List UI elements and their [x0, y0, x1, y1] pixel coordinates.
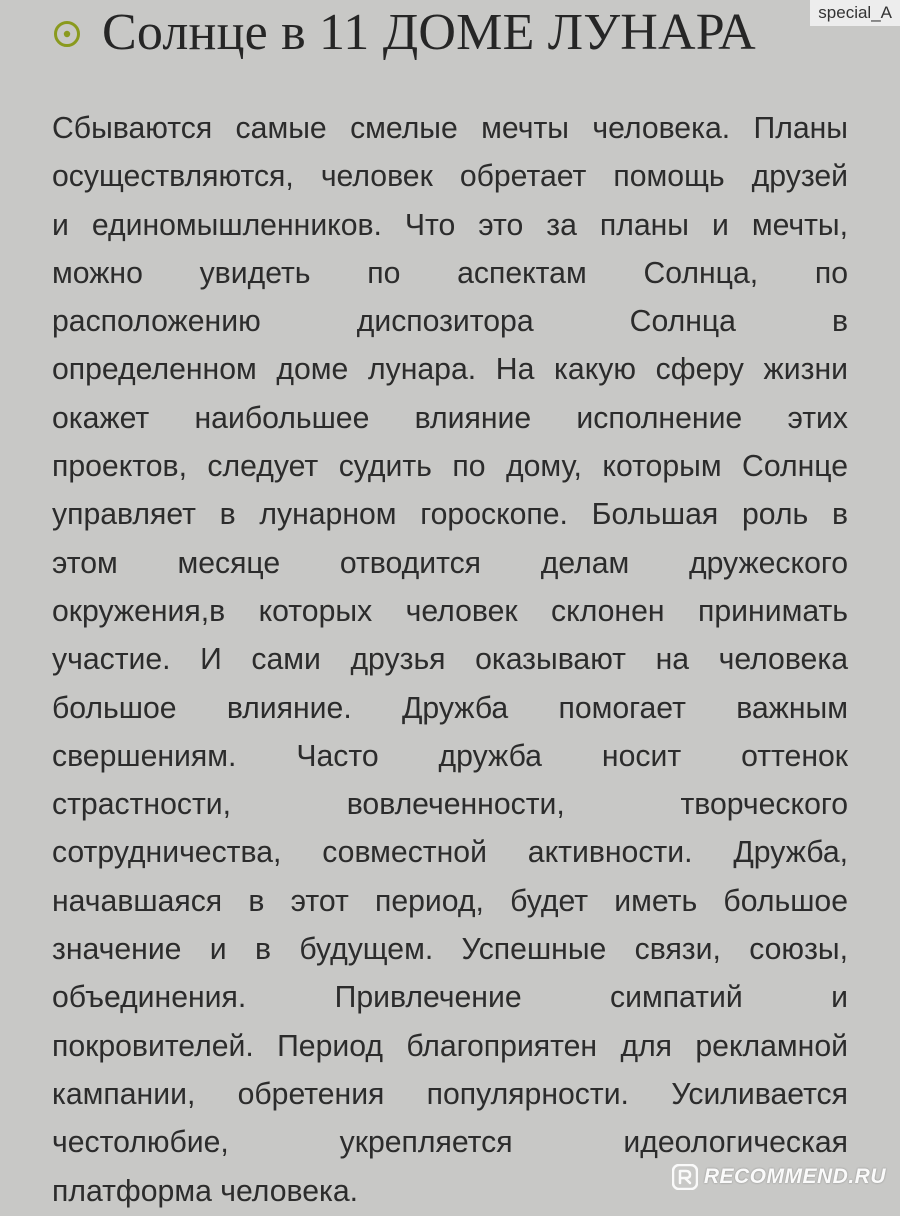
- recommend-watermark: [672, 1164, 886, 1190]
- text-line: сотрудничества, совместной активности. Дружба,: [52, 836, 848, 870]
- article-title: Солнце в 11 ДОМЕ ЛУНАРА: [102, 4, 756, 61]
- text-line: управляет в лунарном гороскопе. Большая роль в: [52, 498, 848, 532]
- text-line: начавшаяся в этот период, будет иметь большое: [52, 884, 848, 918]
- text-line: окажет наибольшее влияние исполнение этих: [52, 401, 848, 435]
- text-line: значение и в будущем. Успешные связи, союзы,: [52, 933, 848, 967]
- sun-symbol-icon: [52, 19, 82, 49]
- text-line: страстности, вовлеченности, творческого: [52, 788, 848, 822]
- text-line: и единомышленников. Что это за планы и мечты,: [52, 208, 848, 242]
- text-line: определенном доме лунара. На какую сферу жизни: [52, 353, 848, 387]
- text-line: можно увидеть по аспектам Солнца, по: [52, 256, 848, 290]
- text-line: кампании, обретения популярности. Усиливается: [52, 1077, 848, 1111]
- text-line: Сбываются самые смелые мечты человека. Планы: [52, 112, 848, 145]
- article-body: [52, 105, 848, 1216]
- text-line: окружения,в которых человек склонен принимать: [52, 594, 848, 628]
- text-line: объединения. Привлечение симпатий и: [52, 981, 848, 1015]
- text-line: расположению диспозитора Солнца в: [52, 305, 848, 339]
- text-line: осуществляются, человек обретает помощь друзей: [52, 160, 848, 194]
- text-line: покровителей. Период благоприятен для рекламной: [52, 1029, 848, 1063]
- text-line: свершениям. Часто дружба носит оттенок: [52, 739, 848, 773]
- text-line: платформа человека.: [52, 1174, 359, 1208]
- article-header: [52, 0, 756, 66]
- text-line: честолюбие, укрепляется идеологическая: [52, 1126, 848, 1160]
- text-line: большое влияние. Дружба помогает важным: [52, 691, 848, 725]
- recommend-logo-icon: [672, 1164, 698, 1190]
- text-line: этом месяце отводится делам дружеского: [52, 546, 848, 580]
- watermark-text: RECOMMEND.RU: [703, 1165, 886, 1188]
- username-badge: special_A: [810, 0, 900, 26]
- text-line: проектов, следует судить по дому, которым Солнце: [52, 450, 848, 484]
- text-line: участие. И сами друзья оказывают на человека: [52, 643, 848, 677]
